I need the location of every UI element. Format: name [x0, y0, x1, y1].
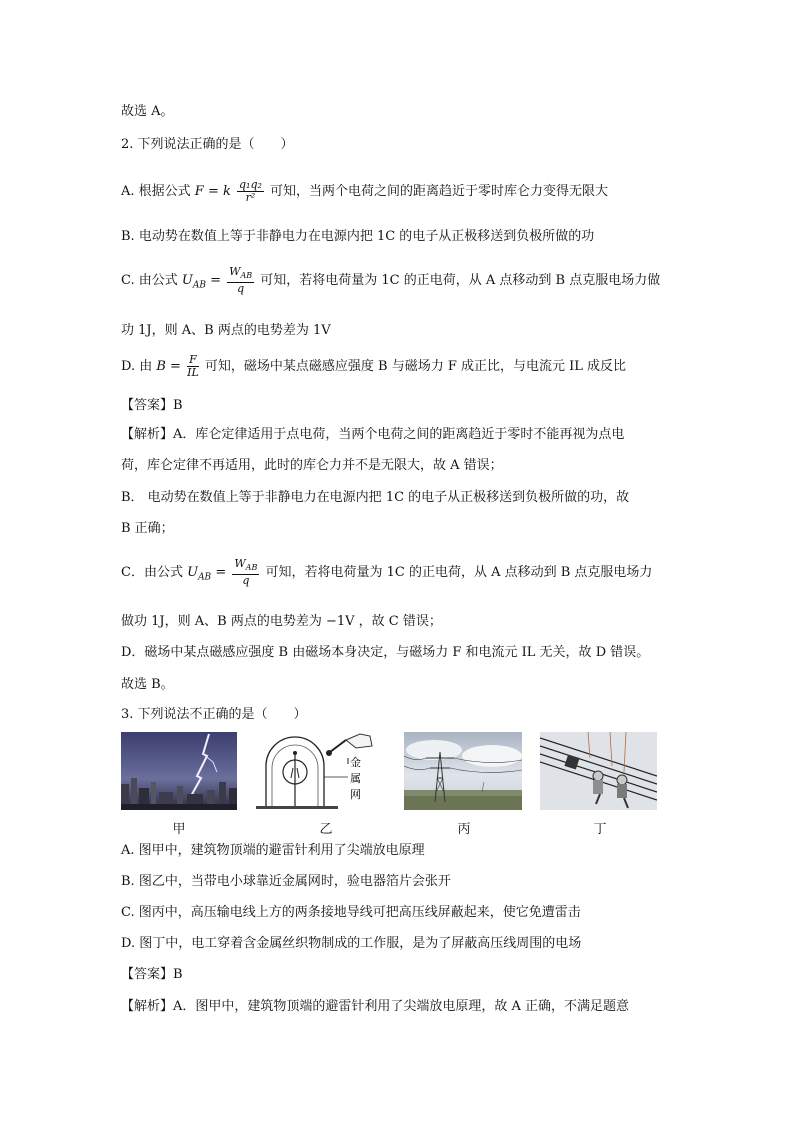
- option-2a: [121, 178, 608, 206]
- numerator: q₁q₂: [239, 178, 262, 191]
- mesh-label-3: 网: [350, 788, 361, 801]
- figure-caption-jia: 甲: [172, 822, 186, 837]
- option-2b: B. 电动势在数值上等于非静电力在电源内把 1C 的电子从正极移送到负极所做的功: [121, 229, 595, 244]
- option-text: 可知，磁场中某点磁感应强度 B 与磁场力 F 成正比，与电流元 IL 成反比: [204, 359, 627, 374]
- formula-sub: AB: [192, 280, 206, 291]
- explanation-line: 荷，库仑定律不再适用，此时的库仑力并不是无限大，故 A 错误；: [121, 458, 503, 473]
- option-3d: D. 图丁中，电工穿着含金属丝织物制成的工作服，是为了屏蔽高压线周围的电场: [121, 936, 582, 951]
- option-text: 可知，若将电荷量为 1C 的正电荷，从 A 点移动到 B 点克服电场力做: [260, 273, 661, 288]
- option-3a: A. 图甲中，建筑物顶端的避雷针利用了尖端放电原理: [121, 843, 425, 858]
- mesh-label-1: 金: [350, 756, 361, 769]
- figure-electroscope: [252, 732, 374, 810]
- option-3b: B. 图乙中，当带电小球靠近金属网时，验电器箔片会张开: [121, 874, 451, 889]
- explanation-line: [121, 556, 652, 595]
- option-label: C. 由公式: [121, 273, 178, 288]
- numerator: [232, 558, 259, 575]
- denominator: IL: [187, 366, 199, 379]
- figure-line-workers: [540, 732, 657, 810]
- explanation-text: 可知，若将电荷量为 1C 的正电荷，从 A 点移动到 B 点克服电场力: [265, 565, 653, 580]
- formula: F = k: [194, 184, 231, 199]
- formula: $U_{AB}$ =: [181, 273, 222, 291]
- fraction: [232, 558, 259, 587]
- formula: B =: [156, 359, 181, 374]
- explanation-text: C．由公式: [121, 565, 183, 580]
- figure-pylon: [404, 732, 522, 810]
- option-2c: [121, 264, 660, 303]
- numerator: [227, 266, 254, 283]
- denominator: r²: [245, 191, 256, 204]
- option-2c-cont: 功 1J，则 A、B 两点的电势差为 1V: [121, 323, 331, 338]
- option-3c: C. 图丙中，高压输电线上方的两条接地导线可把高压线屏蔽起来，使它免遭雷击: [121, 905, 581, 920]
- denominator: q: [242, 574, 250, 588]
- explanation-line: B． 电动势在数值上等于非静电力在电源内把 1C 的电子从正极移送到负极所做的功，故: [121, 490, 630, 505]
- mesh-label-2: 属: [350, 772, 361, 785]
- power-pylon-image: [404, 732, 522, 810]
- explanation-line: B 正确；: [121, 521, 174, 536]
- formula-var: U: [181, 273, 193, 288]
- figure-caption-yi: 乙: [319, 822, 333, 837]
- numerator: F: [187, 354, 199, 367]
- explanation-line: D．磁场中某点磁感应强度 B 由磁场本身决定，与磁场力 F 和电流元 IL 无关，故 D 错误。: [121, 645, 650, 660]
- numerator-sub: AB: [240, 271, 253, 281]
- line-workers-image: [540, 732, 657, 810]
- question-3-stem: 3. 下列说法不正确的是（ ）: [121, 707, 307, 722]
- lightning-city-image: [121, 732, 237, 810]
- figure-lightning: [121, 732, 237, 810]
- explanation-line: 【解析】A．库仑定律适用于点电荷，当两个电荷之间的距离趋近于零时不能再视为点电: [121, 427, 625, 442]
- answer-2: 【答案】B: [121, 398, 183, 413]
- fraction: [187, 354, 199, 379]
- fraction: [237, 179, 264, 204]
- option-label: D. 由: [121, 359, 153, 374]
- explanation-line: 做功 1J，则 A、B 两点的电势差为 −1V ，故 C 错误；: [121, 614, 442, 629]
- option-label: A. 根据公式: [121, 184, 191, 199]
- explanation-line: 【解析】A．图甲中，建筑物顶端的避雷针利用了尖端放电原理，故 A 正确，不满足题意: [121, 999, 630, 1014]
- formula-sub: AB: [198, 572, 212, 583]
- option-text: 可知，当两个电荷之间的距离趋近于零时库仑力变得无限大: [270, 184, 609, 199]
- explanation-line: 故选 B。: [121, 677, 174, 692]
- question-2-stem: 2. 下列说法正确的是（ ）: [121, 137, 294, 152]
- figure-caption-ding: 丁: [593, 822, 607, 837]
- numerator-var: W: [229, 264, 241, 278]
- fraction: [227, 266, 254, 295]
- option-2d: [121, 352, 626, 382]
- electroscope-diagram: [252, 732, 374, 810]
- numerator-sub: AB: [245, 563, 258, 573]
- text-line: 故选 A。: [121, 104, 174, 119]
- formula-var: U: [187, 565, 199, 580]
- answer-3: 【答案】B: [121, 967, 183, 982]
- numerator-var: W: [234, 556, 246, 570]
- figure-caption-bing: 丙: [457, 822, 471, 837]
- formula: $U_{AB}$ =: [187, 565, 227, 583]
- denominator: q: [237, 282, 245, 296]
